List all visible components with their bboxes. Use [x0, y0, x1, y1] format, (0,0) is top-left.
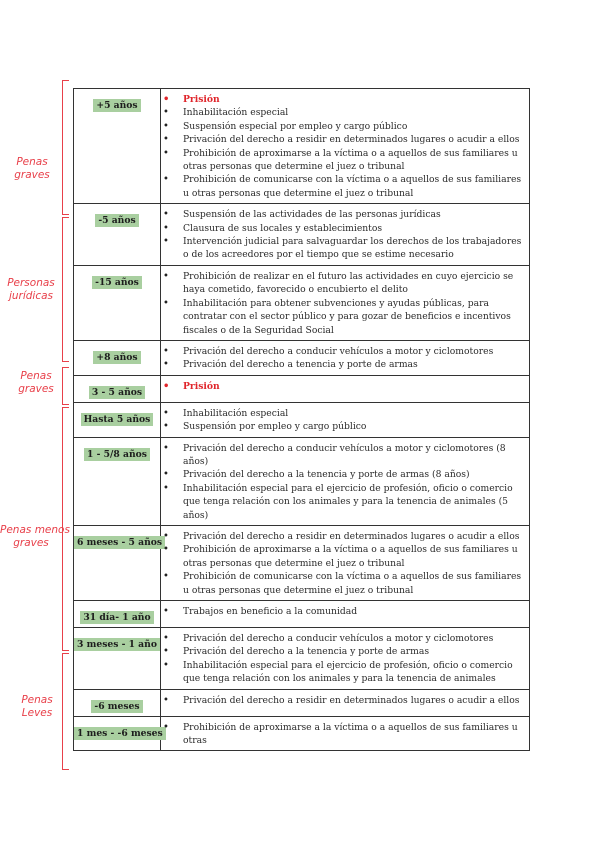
table-row	[74, 265, 530, 340]
duration-cell	[74, 402, 161, 437]
penalty-item: • Prohibición de comunicarse con la víctima o a aquellos de sus familiares u otras personas que determine el juez o tribunal	[161, 173, 529, 200]
penalty-item: • Privación del derecho a residir en determinados lugares o acudir a ellos	[161, 530, 529, 543]
penalty-list	[161, 93, 529, 200]
duration-cell	[74, 89, 161, 204]
duration-cell	[74, 437, 161, 525]
duration-label: -5 años	[95, 214, 138, 227]
penalties-cell	[161, 437, 530, 525]
table-row	[74, 204, 530, 266]
penalty-item: • Inhabilitación especial	[161, 407, 529, 420]
penalty-item: • Inhabilitación especial para el ejercicio de profesión, oficio o comercio que tenga relación con los animales y para la tenencia de animales	[161, 659, 529, 686]
penalties-cell	[161, 525, 530, 600]
penalty-item: • Suspensión de las actividades de las personas jurídicas	[161, 208, 529, 221]
penalty-item: • Inhabilitación especial	[161, 106, 529, 119]
table-row	[74, 340, 530, 375]
penalty-item: • Prohibición de aproximarse a la víctima o a aquellos de sus familiares u otras	[161, 721, 529, 748]
table-row	[74, 525, 530, 600]
duration-cell	[74, 716, 161, 751]
penalty-item: • Privación del derecho a la tenencia y porte de armas	[161, 645, 529, 658]
penalty-list	[161, 721, 529, 748]
note-personas-juridicas: Personas jurídicas	[7, 277, 55, 302]
penalties-cell	[161, 89, 530, 204]
penalty-list	[161, 345, 529, 372]
penalties-cell	[161, 689, 530, 716]
duration-cell	[74, 601, 161, 628]
penalty-item: • Prisión	[161, 93, 529, 106]
duration-cell	[74, 265, 161, 340]
duration-cell	[74, 375, 161, 402]
penalty-item: • Clausura de sus locales y establecimientos	[161, 222, 529, 235]
table-row	[74, 375, 530, 402]
note-penas-graves: Penas graves	[14, 156, 50, 181]
bracket-personas-juridicas	[62, 217, 69, 362]
duration-cell	[74, 204, 161, 266]
duration-label: -15 años	[92, 276, 142, 289]
duration-label: -6 meses	[91, 700, 142, 713]
penalty-list	[161, 632, 529, 686]
penalty-item: • Prisión	[161, 380, 529, 393]
penalty-item: • Prohibición de aproximarse a la víctima o a aquellos de sus familiares u otras personas que determine el juez o tribunal	[161, 147, 529, 174]
table-row	[74, 716, 530, 751]
duration-label: Hasta 5 años	[81, 413, 154, 426]
penalties-cell	[161, 402, 530, 437]
duration-label: 31 día- 1 año	[80, 611, 153, 624]
bracket-penas-graves	[62, 80, 69, 215]
penalty-item: • Suspensión especial por empleo y cargo público	[161, 120, 529, 133]
penalty-item: • Privación del derecho a conducir vehículos a motor y ciclomotores	[161, 345, 529, 358]
duration-label: 1 - 5/8 años	[84, 448, 150, 461]
penalty-list	[161, 442, 529, 522]
duration-label: 3 - 5 años	[89, 386, 145, 399]
penalties-cell	[161, 375, 530, 402]
penalty-item: • Suspensión por empleo y cargo público	[161, 420, 529, 433]
penalty-list	[161, 605, 529, 618]
table-row	[74, 402, 530, 437]
penalty-item: • Inhabilitación especial para el ejercicio de profesión, oficio o comercio que tenga relación con los animales y para la tenencia de animales (5 años)	[161, 482, 529, 522]
penalty-item: • Intervención judicial para salvaguardar los derechos de los trabajadores o de los acreedores por el tiempo que se estime necesario	[161, 235, 529, 262]
penalty-item: • Prohibición de comunicarse con la víctima o a aquellos de sus familiares u otras personas que determine el juez o tribunal	[161, 570, 529, 597]
penalties-cell	[161, 628, 530, 690]
note-penas-graves-2: Penas graves	[18, 370, 54, 395]
duration-label: +8 años	[93, 351, 140, 364]
table-row	[74, 601, 530, 628]
penalty-item: • Privación del derecho a residir en determinados lugares o acudir a ellos	[161, 133, 529, 146]
duration-cell	[74, 525, 161, 600]
penalty-list	[161, 380, 529, 393]
duration-cell	[74, 628, 161, 690]
note-penas-menos-graves: Penas menos graves	[0, 524, 70, 549]
penalty-list	[161, 407, 529, 434]
penalty-list	[161, 270, 529, 337]
duration-cell	[74, 689, 161, 716]
penalties-cell	[161, 601, 530, 628]
penalty-item: • Trabajos en beneficio a la comunidad	[161, 605, 529, 618]
table-row	[74, 628, 530, 690]
penalty-item: • Prohibición de aproximarse a la víctima o a aquellos de sus familiares u otras personas que determine el juez o tribunal	[161, 543, 529, 570]
penalty-item: • Privación del derecho a residir en determinados lugares o acudir a ellos	[161, 694, 529, 707]
bracket-penas-graves-2	[62, 367, 69, 405]
penalty-item: • Prohibición de realizar en el futuro las actividades en cuyo ejercicio se haya cometido, favorecido o encubierto el delito	[161, 270, 529, 297]
penalty-item: • Inhabilitación para obtener subvenciones y ayudas públicas, para contratar con el sector público y para gozar de beneficios e incentivos fiscales o de la Seguridad Social	[161, 297, 529, 337]
bracket-penas-leves	[62, 653, 69, 770]
penalty-list	[161, 530, 529, 597]
penalty-item: • Privación del derecho a tenencia y porte de armas	[161, 358, 529, 371]
penalties-cell	[161, 340, 530, 375]
penalties-table	[73, 88, 530, 751]
duration-label: 3 meses - 1 año	[74, 638, 160, 651]
duration-cell	[74, 340, 161, 375]
duration-label: +5 años	[93, 99, 140, 112]
duration-label: 6 meses - 5 años	[74, 536, 165, 549]
note-penas-leves: Penas Leves	[21, 694, 53, 719]
penalty-item: • Privación del derecho a conducir vehículos a motor y ciclomotores (8 años)	[161, 442, 529, 469]
table-row	[74, 89, 530, 204]
penalties-cell	[161, 204, 530, 266]
penalty-list	[161, 208, 529, 262]
penalty-list	[161, 694, 529, 707]
table-row	[74, 437, 530, 525]
penalties-cell	[161, 716, 530, 751]
penalties-cell	[161, 265, 530, 340]
penalty-item: • Privación del derecho a conducir vehículos a motor y ciclomotores	[161, 632, 529, 645]
table-row	[74, 689, 530, 716]
penalty-item: • Privación del derecho a la tenencia y porte de armas (8 años)	[161, 468, 529, 481]
duration-label: 1 mes - -6 meses	[74, 727, 166, 740]
